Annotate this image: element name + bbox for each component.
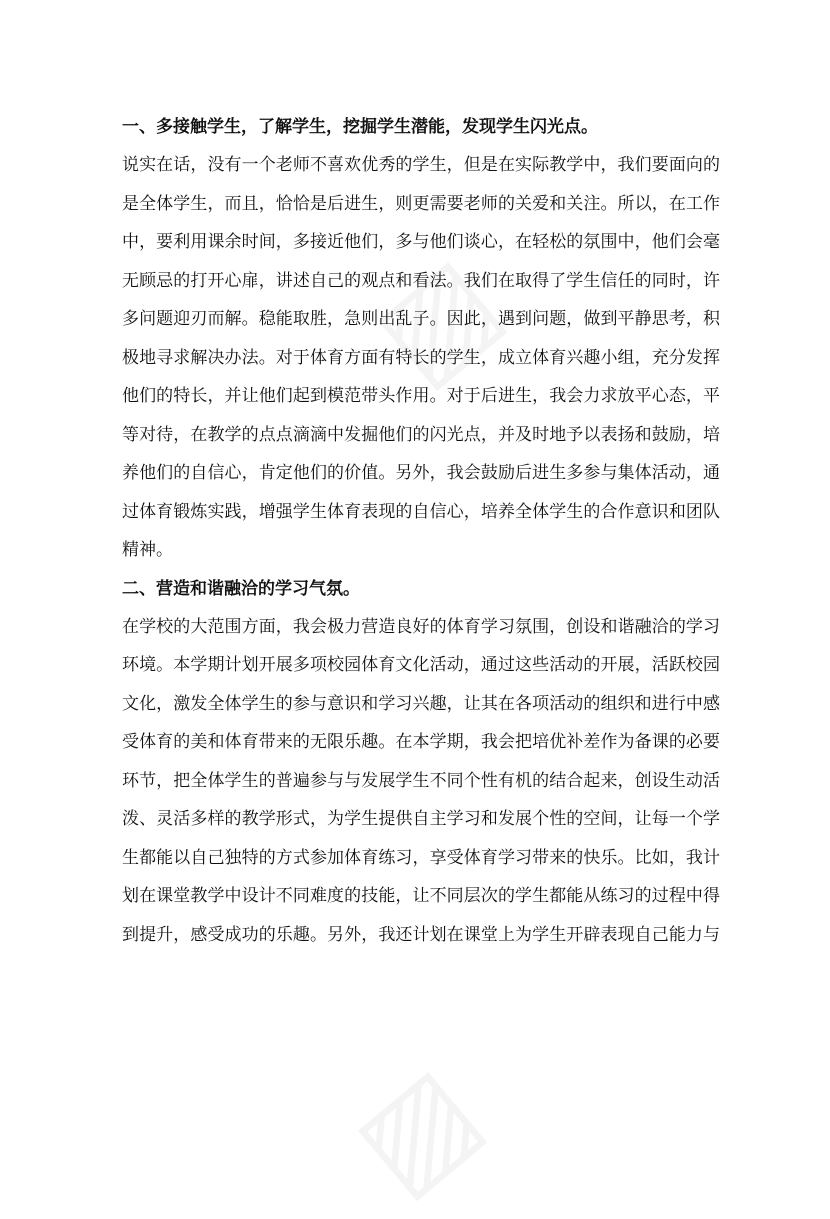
paragraph-line: 过体育锻炼实践，增强学生体育表现的自信心，培养全体学生的合作意识和团队: [122, 501, 720, 522]
paragraph-line: 精神。: [122, 540, 173, 560]
paragraph-line: 说实在话，没有一个老师不喜欢优秀的学生，但是在实际教学中，我们要面向的: [122, 155, 720, 175]
paragraph-line: 在学校的大范围方面，我会极力营造良好的体育学习氛围，创设和谐融洽的学习: [122, 616, 720, 637]
section-heading-1: 一、多接触学生，了解学生，挖掘学生潜能，发现学生闪光点。: [122, 117, 598, 137]
paragraph-line: 极地寻求解决办法。对于体育方面有特长的学生，成立体育兴趣小组，充分发挥: [122, 347, 720, 368]
section-paragraph-1: [122, 146, 720, 570]
paragraph-line: 他们的特长，并让他们起到模范带头作用。对于后进生，我会力求放平心态，平: [122, 386, 720, 406]
paragraph-line: 多问题迎刃而解。稳能取胜，急则出乱子。因此，遇到问题，做到平静思考，积: [122, 309, 720, 329]
paragraph-line: 到提升，感受成功的乐趣。另外，我还计划在课堂上为学生开辟表现自己能力与: [122, 924, 720, 945]
paragraph-line: 是全体学生，而且，恰恰是后进生，则更需要老师的关爱和关注。所以，在工作: [122, 193, 720, 214]
paragraph-line: 中，要利用课余时间，多接近他们，多与他们谈心，在轻松的氛围中，他们会毫: [122, 232, 720, 252]
paragraph-line: 等对待，在教学的点点滴滴中发掘他们的闪光点，并及时地予以表扬和鼓励，培: [122, 424, 720, 445]
paragraph-line: 划在课堂教学中设计不同难度的技能，让不同层次的学生都能从练习的过程中得: [122, 886, 720, 906]
section-heading-2: 二、营造和谐融洽的学习气氛。: [122, 578, 360, 599]
paragraph-line: 生都能以自己独特的方式参加体育练习，享受体育学习带来的快乐。比如，我计: [122, 847, 720, 868]
paragraph-line: 环节，把全体学生的普遍参与与发展学生不同个性有机的结合起来，创设生动活: [122, 770, 720, 791]
document-body: [122, 108, 720, 954]
paragraph-line: 养他们的自信心，肯定他们的价值。另外，我会鼓励后进生多参与集体活动，通: [122, 463, 720, 483]
paragraph-line: 泼、灵活多样的教学形式，为学生提供自主学习和发展个性的空间，让每一个学: [122, 809, 720, 829]
watermark-bottom: [329, 1040, 505, 1219]
paragraph-line: 受体育的美和体育带来的无限乐趣。在本学期，我会把培优补差作为备课的必要: [122, 732, 720, 752]
paragraph-line: 环境。本学期计划开展多项校园体育文化活动，通过这些活动的开展，活跃校园: [122, 655, 720, 675]
section-paragraph-2: [122, 608, 720, 955]
paragraph-line: 无顾忌的打开心扉，讲述自己的观点和看法。我们在取得了学生信任的同时，许: [122, 270, 720, 291]
paragraph-line: 文化，激发全体学生的参与意识和学习兴趣，让其在各项活动的组织和进行中感: [122, 693, 720, 714]
